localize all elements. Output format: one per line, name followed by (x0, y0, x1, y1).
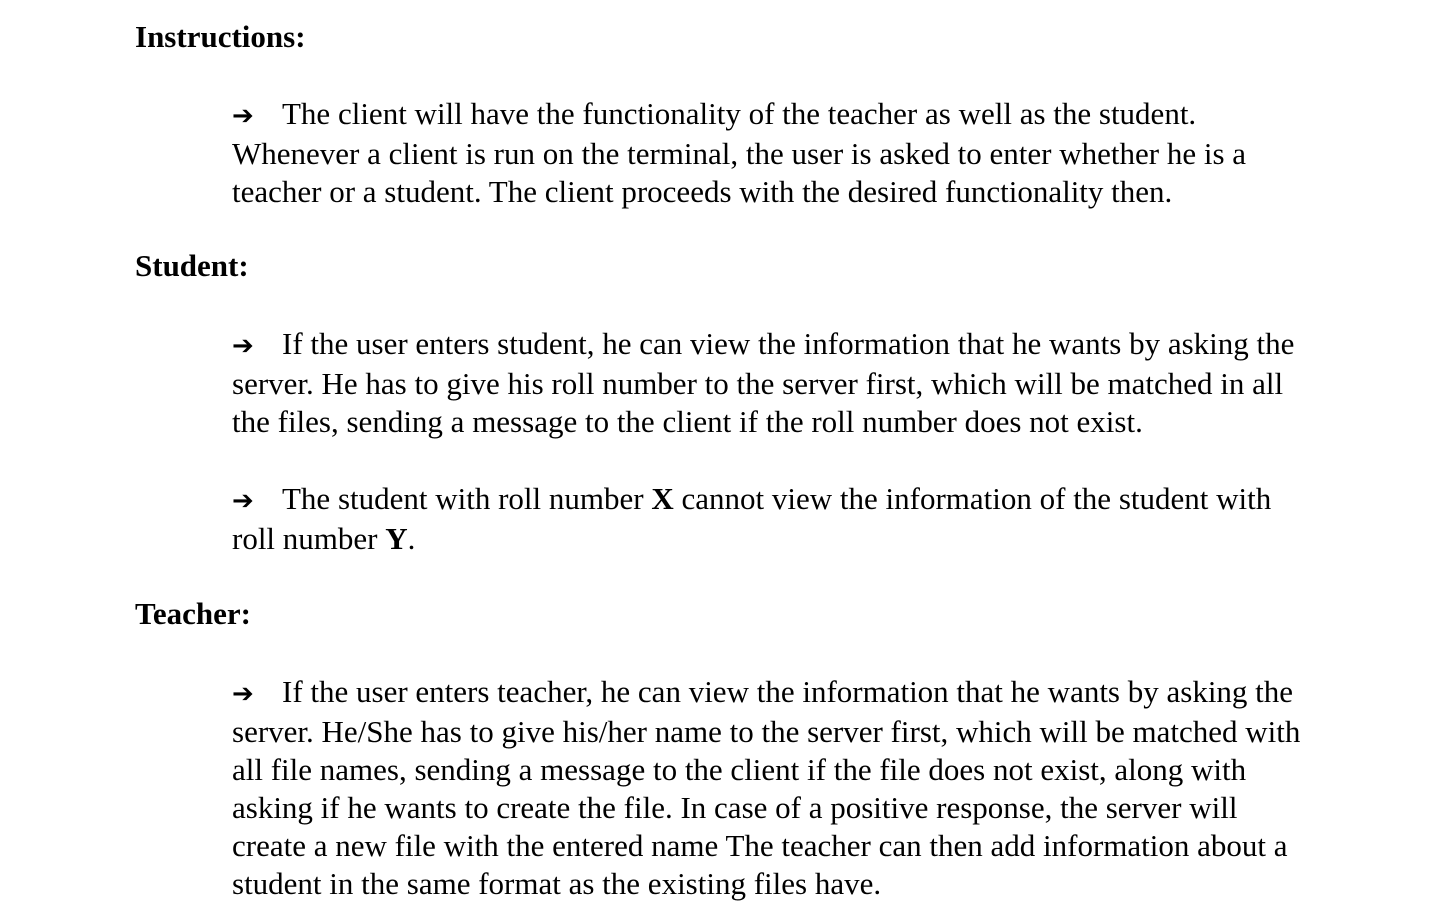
paragraph-line (232, 480, 1271, 520)
paragraph-line: the files, sending a message to the client if the roll number does not exist. (232, 404, 1143, 439)
paragraph-line: server. He/She has to give his/her name to the server first, which will be matched with (232, 714, 1301, 749)
paragraph-text: If the user enters student, he can view the information that he wants by asking the (282, 326, 1295, 361)
paragraph-text: cannot view the information of the student with (673, 481, 1272, 516)
arrow-bullet-icon: ➔ (232, 486, 254, 516)
paragraph-line: student in the same format as the existing files have. (232, 866, 882, 901)
paragraph-text: If the user enters teacher, he can view the information that he wants by asking the (282, 674, 1294, 709)
roll-number-y: Y (385, 521, 408, 556)
teacher-paragraph (232, 673, 1300, 903)
arrow-bullet-icon: ➔ (232, 331, 254, 361)
paragraph-line (232, 95, 1246, 135)
student-heading: Student: (135, 248, 249, 283)
paragraph-line: teacher or a student. The client proceeds with the desired functionality then. (232, 174, 1173, 209)
teacher-heading: Teacher: (135, 596, 251, 631)
student-paragraph-2 (232, 480, 1271, 558)
student-paragraph-1 (232, 325, 1294, 441)
paragraph-line (232, 520, 1271, 558)
paragraph-line: asking if he wants to create the file. In case of a positive response, the server will (232, 790, 1238, 825)
instructions-paragraph (232, 95, 1246, 211)
instructions-heading: Instructions: (135, 19, 306, 54)
paragraph-line: create a new file with the entered name The teacher can then add information about a (232, 828, 1288, 863)
arrow-bullet-icon: ➔ (232, 101, 254, 131)
paragraph-line: all file names, sending a message to the client if the file does not exist, along with (232, 752, 1247, 787)
paragraph-text: The student with roll number (282, 481, 652, 516)
paragraph-text: The client will have the functionality of the teacher as well as the student. (282, 96, 1197, 131)
paragraph-line: server. He has to give his roll number to the server first, which will be matched in all (232, 366, 1284, 401)
paragraph-line (232, 673, 1300, 713)
paragraph-line (232, 325, 1294, 365)
paragraph-line: Whenever a client is run on the terminal, the user is asked to enter whether he is a (232, 136, 1247, 171)
paragraph-text: . (407, 521, 416, 556)
paragraph-text: roll number (232, 521, 386, 556)
roll-number-x: X (651, 481, 674, 516)
arrow-bullet-icon: ➔ (232, 679, 254, 709)
